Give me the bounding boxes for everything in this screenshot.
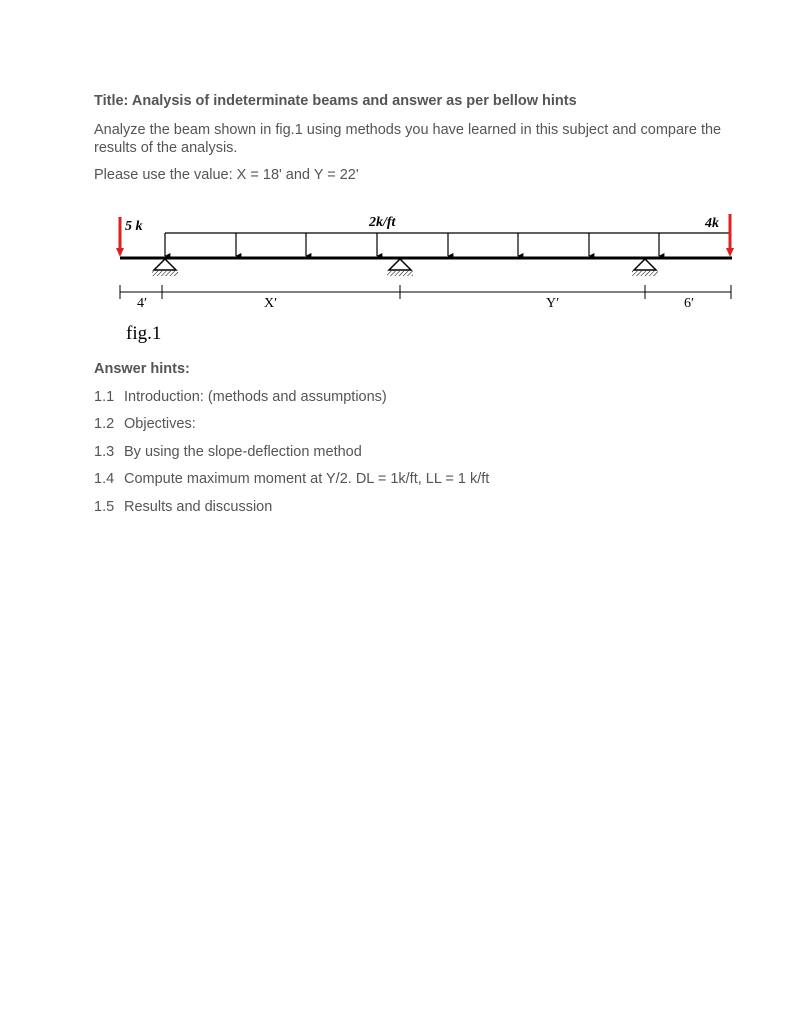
- point-load-left-arrow: [116, 217, 124, 257]
- hint-number: 1.3: [94, 444, 115, 460]
- hint-text: By using the slope-deflection method: [124, 444, 362, 460]
- hints-heading: Answer hints:: [94, 361, 190, 377]
- hint-number: 1.5: [94, 499, 115, 515]
- point-load-right-arrow: [726, 214, 734, 257]
- support-b: [387, 259, 413, 276]
- support-a: [152, 259, 178, 276]
- hint-number: 1.2: [94, 416, 115, 432]
- dimension-label-y: Y′: [546, 296, 560, 311]
- intro-paragraph: Analyze the beam shown in fig.1 using methods you have learned in this subject and compare the results of the analysis.: [94, 122, 722, 156]
- hint-item: [94, 444, 362, 460]
- figure-caption: fig.1: [126, 323, 162, 344]
- point-load-left-label: 5 k: [125, 219, 143, 234]
- support-c: [632, 259, 658, 276]
- hint-text: Compute maximum moment at Y/2. DL = 1k/ft, LL = 1 k/ft: [124, 471, 490, 487]
- dimension-label-6ft: 6′: [684, 296, 695, 311]
- hint-text: Introduction: (methods and assumptions): [124, 389, 387, 405]
- dimension-label-x: X′: [264, 296, 278, 311]
- hint-number: 1.1: [94, 389, 115, 405]
- point-load-right-label: 4k: [705, 216, 719, 231]
- dimension-line: [120, 285, 731, 299]
- hint-item: [94, 471, 489, 487]
- beam-figure: [0, 0, 797, 360]
- hint-item: [94, 499, 272, 515]
- dimension-label-4ft: 4′: [137, 296, 148, 311]
- values-line: Please use the value: X = 18' and Y = 22': [94, 167, 359, 183]
- hint-item: [94, 416, 196, 432]
- hint-item: [94, 389, 387, 405]
- hint-text: Objectives:: [124, 416, 196, 432]
- document-title: Title: Analysis of indeterminate beams and answer as per bellow hints: [94, 93, 577, 109]
- hint-number: 1.4: [94, 471, 115, 487]
- hint-text: Results and discussion: [124, 499, 273, 515]
- distributed-load-label: 2k/ft: [369, 215, 396, 230]
